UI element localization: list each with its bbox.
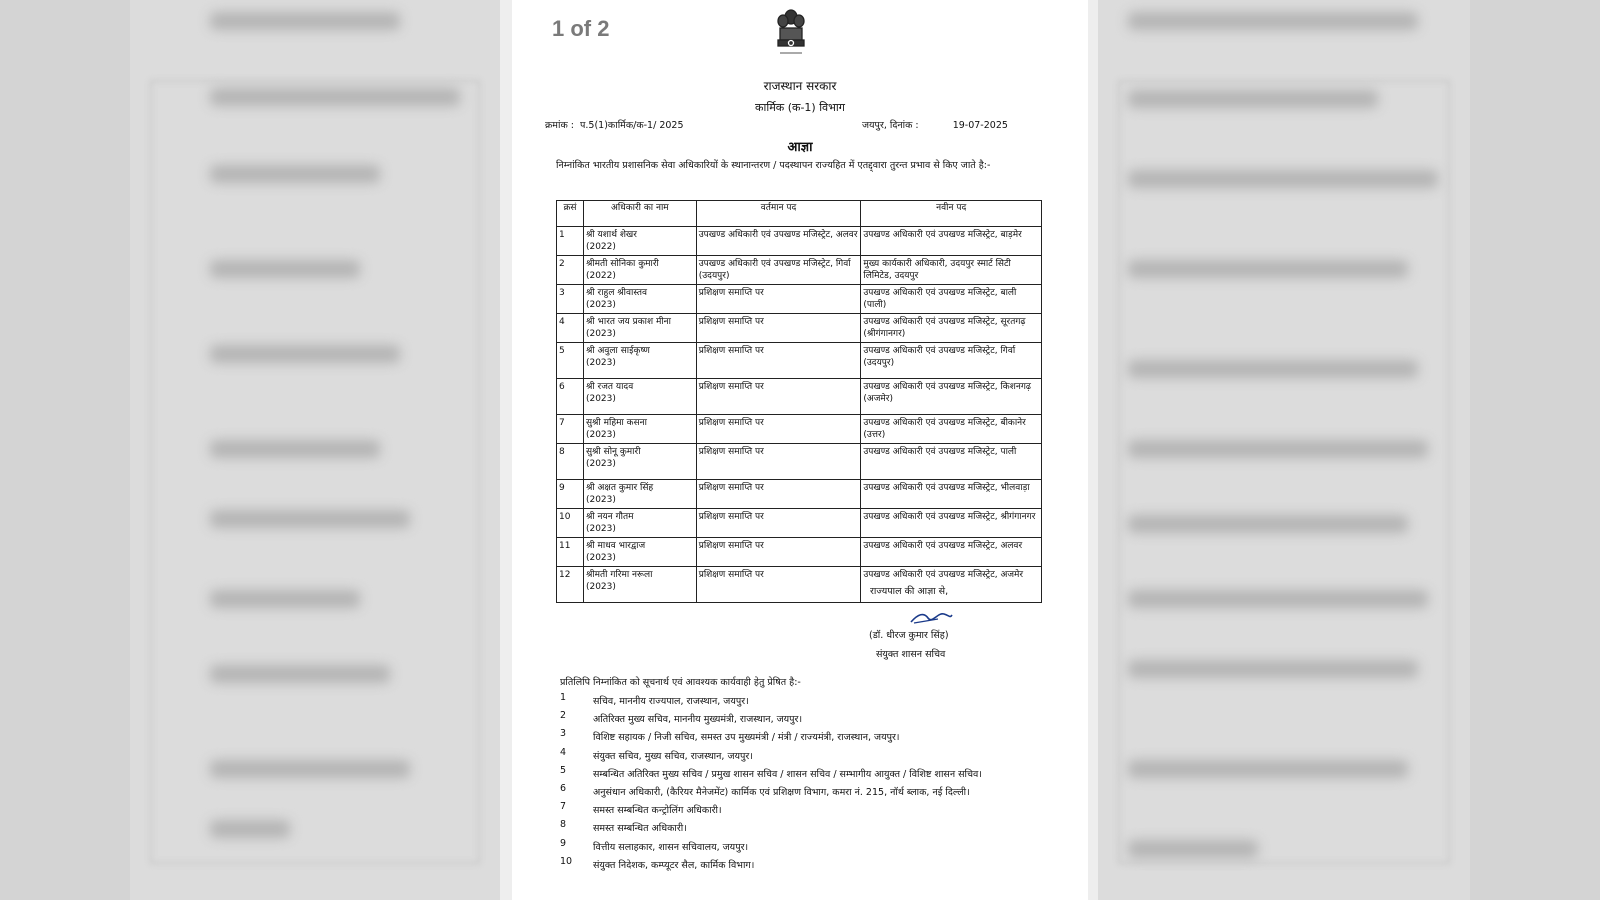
cell-new-post: उपखण्ड अधिकारी एवं उपखण्ड मजिस्ट्रेट, बीकानेर (उत्तर) bbox=[861, 415, 1042, 444]
cell-officer-name bbox=[583, 285, 696, 314]
copy-list-item bbox=[560, 692, 1060, 710]
copy-item-number: 6 bbox=[560, 782, 567, 794]
table-row bbox=[557, 480, 1042, 509]
col-header-current-post: वर्तमान पद bbox=[696, 201, 861, 227]
signature-mark bbox=[908, 608, 954, 626]
cell-sno: 11 bbox=[557, 538, 584, 567]
col-header-name: अधिकारी का नाम bbox=[583, 201, 696, 227]
cell-current-post: प्रशिक्षण समाप्ति पर bbox=[696, 567, 861, 603]
cell-new-post: उपखण्ड अधिकारी एवं उपखण्ड मजिस्ट्रेट, अजमेर bbox=[861, 567, 1042, 603]
cell-current-post: उपखण्ड अधिकारी एवं उपखण्ड मजिस्ट्रेट, अलवर bbox=[696, 227, 861, 256]
copy-item-text: विशिष्ट सहायक / निजी सचिव, समस्त उप मुख्यमंत्री / मंत्री / राज्यमंत्री, राजस्थान, जयपुर। bbox=[593, 732, 900, 744]
cell-new-post: उपखण्ड अधिकारी एवं उपखण्ड मजिस्ट्रेट, सूरतगढ़ (श्रीगंगानगर) bbox=[861, 314, 1042, 343]
copy-item-number: 8 bbox=[560, 819, 567, 831]
signatory-designation: संयुक्त शासन सचिव bbox=[876, 649, 946, 660]
order-title: आज्ञा bbox=[787, 140, 813, 155]
cell-officer-name bbox=[583, 379, 696, 415]
by-order-of-governor: राज्यपाल की आज्ञा से, bbox=[870, 586, 949, 597]
officer-name: श्री अक्षत कुमार सिंह bbox=[585, 483, 654, 493]
order-date: 19-07-2025 bbox=[952, 120, 1008, 131]
cell-officer-name bbox=[583, 444, 696, 480]
department-name: कार्मिक (क-1) विभाग bbox=[755, 101, 845, 114]
cell-officer-name bbox=[583, 538, 696, 567]
copy-list-item bbox=[560, 856, 1060, 874]
cell-new-post: मुख्य कार्यकारी अधिकारी, उदयपुर स्मार्ट सिटी लिमिटेड, उदयपुर bbox=[861, 256, 1042, 285]
copy-to-list bbox=[560, 692, 1060, 874]
order-number-value: प.5(1)कार्मिक/क-1/ 2025 bbox=[580, 120, 684, 131]
copy-list-item bbox=[560, 765, 1060, 783]
col-header-sno: क्रसं bbox=[557, 201, 584, 227]
officer-batch: (2023) bbox=[585, 582, 616, 592]
cell-officer-name bbox=[583, 227, 696, 256]
officer-batch: (2022) bbox=[585, 242, 616, 252]
copy-item-number: 10 bbox=[560, 855, 573, 867]
table-row bbox=[557, 444, 1042, 480]
state-emblem-icon bbox=[774, 8, 808, 60]
copy-item-text: अतिरिक्त मुख्य सचिव, माननीय मुख्यमंत्री, राजस्थान, जयपुर। bbox=[593, 714, 803, 726]
copy-item-text: संयुक्त सचिव, मुख्य सचिव, राजस्थान, जयपुर। bbox=[593, 750, 753, 762]
officer-batch: (2023) bbox=[585, 524, 616, 534]
officer-name: श्री नयन गौतम bbox=[585, 512, 634, 522]
copy-item-number: 2 bbox=[560, 710, 567, 722]
copy-item-text: समस्त सम्बन्धित अधिकारी। bbox=[593, 823, 687, 835]
officer-name: श्री भारत जय प्रकाश मीना bbox=[585, 317, 672, 327]
copy-to-intro: प्रतिलिपि निम्नांकित को सूचनार्थ एवं आवश्यक कार्यवाही हेतु प्रेषित है:- bbox=[560, 677, 801, 688]
table-row bbox=[557, 285, 1042, 314]
transfer-table bbox=[556, 200, 1042, 603]
cell-new-post: उपखण्ड अधिकारी एवं उपखण्ड मजिस्ट्रेट, अलवर bbox=[861, 538, 1042, 567]
copy-item-number: 9 bbox=[560, 837, 567, 849]
col-header-new-post: नवीन पद bbox=[861, 201, 1042, 227]
cell-current-post: उपखण्ड अधिकारी एवं उपखण्ड मजिस्ट्रेट, गिर्वा (उदयपुर) bbox=[696, 256, 861, 285]
viewer-margin-right bbox=[1088, 0, 1098, 900]
copy-item-text: सम्बन्धित अतिरिक्त मुख्य सचिव / प्रमुख शासन सचिव / शासन सचिव / सम्भागीय आयुक्त / विशिष्ट शासन सचिव। bbox=[593, 768, 982, 780]
cell-officer-name bbox=[583, 567, 696, 603]
blurred-backdrop-right bbox=[1098, 0, 1470, 900]
table-row bbox=[557, 415, 1042, 444]
copy-item-text: संयुक्त निदेशक, कम्प्यूटर सैल, कार्मिक विभाग। bbox=[593, 859, 755, 871]
cell-officer-name bbox=[583, 509, 696, 538]
officer-name: श्री यशार्थ शेखर bbox=[585, 230, 637, 240]
place-date-label: जयपुर, दिनांक : bbox=[862, 120, 919, 131]
cell-officer-name bbox=[583, 256, 696, 285]
document-page[interactable] bbox=[512, 0, 1088, 900]
cell-officer-name bbox=[583, 343, 696, 379]
officer-batch: (2023) bbox=[585, 430, 616, 440]
table-row bbox=[557, 227, 1042, 256]
table-row bbox=[557, 509, 1042, 538]
copy-list-item bbox=[560, 838, 1060, 856]
table-row bbox=[557, 567, 1042, 603]
order-number-label: क्रमांक : bbox=[545, 120, 574, 131]
copy-item-number: 1 bbox=[560, 692, 567, 703]
officer-batch: (2023) bbox=[585, 300, 616, 310]
cell-sno: 5 bbox=[557, 343, 584, 379]
table-header-row bbox=[557, 201, 1042, 227]
cell-sno: 1 bbox=[557, 227, 584, 256]
copy-item-number: 3 bbox=[560, 728, 567, 740]
cell-current-post: प्रशिक्षण समाप्ति पर bbox=[696, 415, 861, 444]
table-row bbox=[557, 256, 1042, 285]
officer-batch: (2023) bbox=[585, 394, 616, 404]
officer-name: श्री राहुल श्रीवास्तव bbox=[585, 288, 647, 298]
officer-name: श्री माधव भारद्वाज bbox=[585, 541, 646, 551]
blurred-backdrop-left bbox=[130, 0, 500, 900]
copy-list-item bbox=[560, 728, 1060, 746]
officer-batch: (2022) bbox=[585, 271, 616, 281]
signatory-name: (डॉ. धीरज कुमार सिंह) bbox=[869, 630, 949, 641]
table-row bbox=[557, 538, 1042, 567]
place-date bbox=[862, 118, 1008, 131]
cell-new-post: उपखण्ड अधिकारी एवं उपखण्ड मजिस्ट्रेट, बाड़मेर bbox=[861, 227, 1042, 256]
cell-new-post: उपखण्ड अधिकारी एवं उपखण्ड मजिस्ट्रेट, भीलवाड़ा bbox=[861, 480, 1042, 509]
copy-item-text: अनुसंधान अधिकारी, (कैरियर मैनेजमेंट) कार्मिक एवं प्रशिक्षण विभाग, कमरा नं. 215, नॉर्थ ब्लाक, नई दिल्ली। bbox=[593, 786, 970, 798]
officer-batch: (2023) bbox=[585, 329, 616, 339]
officer-name: श्री अवुला साईकृष्ण bbox=[585, 346, 650, 356]
cell-sno: 12 bbox=[557, 567, 584, 603]
cell-sno: 7 bbox=[557, 415, 584, 444]
copy-item-text: सचिव, माननीय राज्यपाल, राजस्थान, जयपुर। bbox=[593, 696, 749, 707]
cell-officer-name bbox=[583, 314, 696, 343]
cell-sno: 8 bbox=[557, 444, 584, 480]
cell-new-post: उपखण्ड अधिकारी एवं उपखण्ड मजिस्ट्रेट, पाली bbox=[861, 444, 1042, 480]
viewer-margin-left bbox=[500, 0, 512, 900]
officer-batch: (2023) bbox=[585, 553, 616, 563]
officer-batch: (2023) bbox=[585, 358, 616, 368]
cell-current-post: प्रशिक्षण समाप्ति पर bbox=[696, 314, 861, 343]
cell-current-post: प्रशिक्षण समाप्ति पर bbox=[696, 444, 861, 480]
order-intro: निम्नांकित भारतीय प्रशासनिक सेवा अधिकारियों के स्थानान्तरण / पदस्थापन राज्यहित में एतद्द्वारा तुरन्त प्रभाव से किए जाते है:- bbox=[556, 160, 991, 171]
page-counter: 1 of 2 bbox=[552, 16, 610, 41]
copy-item-number: 4 bbox=[560, 746, 567, 758]
officer-name: सुश्री सोनू कुमारी bbox=[585, 447, 641, 457]
cell-officer-name bbox=[583, 480, 696, 509]
table-row bbox=[557, 379, 1042, 415]
cell-new-post: उपखण्ड अधिकारी एवं उपखण्ड मजिस्ट्रेट, बाली (पाली) bbox=[861, 285, 1042, 314]
copy-list-item bbox=[560, 710, 1060, 728]
cell-current-post: प्रशिक्षण समाप्ति पर bbox=[696, 285, 861, 314]
copy-item-text: वित्तीय सलाहकार, शासन सचिवालय, जयपुर। bbox=[593, 841, 749, 853]
cell-sno: 9 bbox=[557, 480, 584, 509]
cell-sno: 4 bbox=[557, 314, 584, 343]
government-name: राजस्थान सरकार bbox=[763, 79, 837, 93]
cell-current-post: प्रशिक्षण समाप्ति पर bbox=[696, 480, 861, 509]
order-number bbox=[545, 118, 684, 131]
cell-sno: 10 bbox=[557, 509, 584, 538]
cell-new-post: उपखण्ड अधिकारी एवं उपखण्ड मजिस्ट्रेट, किशनगढ़ (अजमेर) bbox=[861, 379, 1042, 415]
cell-officer-name bbox=[583, 415, 696, 444]
cell-current-post: प्रशिक्षण समाप्ति पर bbox=[696, 379, 861, 415]
cell-sno: 3 bbox=[557, 285, 584, 314]
officer-name: श्रीमती गरिमा नरूला bbox=[585, 570, 653, 580]
officer-name: श्री रजत यादव bbox=[585, 382, 634, 392]
cell-current-post: प्रशिक्षण समाप्ति पर bbox=[696, 343, 861, 379]
cell-sno: 6 bbox=[557, 379, 584, 415]
copy-item-number: 7 bbox=[560, 801, 567, 813]
cell-new-post: उपखण्ड अधिकारी एवं उपखण्ड मजिस्ट्रेट, श्रीगंगानगर bbox=[861, 509, 1042, 538]
officer-name: श्रीमती सोनिका कुमारी bbox=[585, 259, 659, 269]
copy-item-text: समस्त सम्बन्धित कन्ट्रोलिंग अधिकारी। bbox=[593, 805, 722, 817]
copy-list-item bbox=[560, 783, 1060, 801]
officer-batch: (2023) bbox=[585, 495, 616, 505]
cell-current-post: प्रशिक्षण समाप्ति पर bbox=[696, 509, 861, 538]
copy-list-item bbox=[560, 747, 1060, 765]
cell-sno: 2 bbox=[557, 256, 584, 285]
copy-list-item bbox=[560, 801, 1060, 819]
copy-list-item bbox=[560, 819, 1060, 837]
cell-current-post: प्रशिक्षण समाप्ति पर bbox=[696, 538, 861, 567]
table-row bbox=[557, 314, 1042, 343]
table-row bbox=[557, 343, 1042, 379]
cell-new-post: उपखण्ड अधिकारी एवं उपखण्ड मजिस्ट्रेट, गिर्वा (उदयपुर) bbox=[861, 343, 1042, 379]
officer-batch: (2023) bbox=[585, 459, 616, 469]
copy-item-number: 5 bbox=[560, 764, 567, 776]
officer-name: सुश्री महिमा कसना bbox=[585, 418, 648, 428]
